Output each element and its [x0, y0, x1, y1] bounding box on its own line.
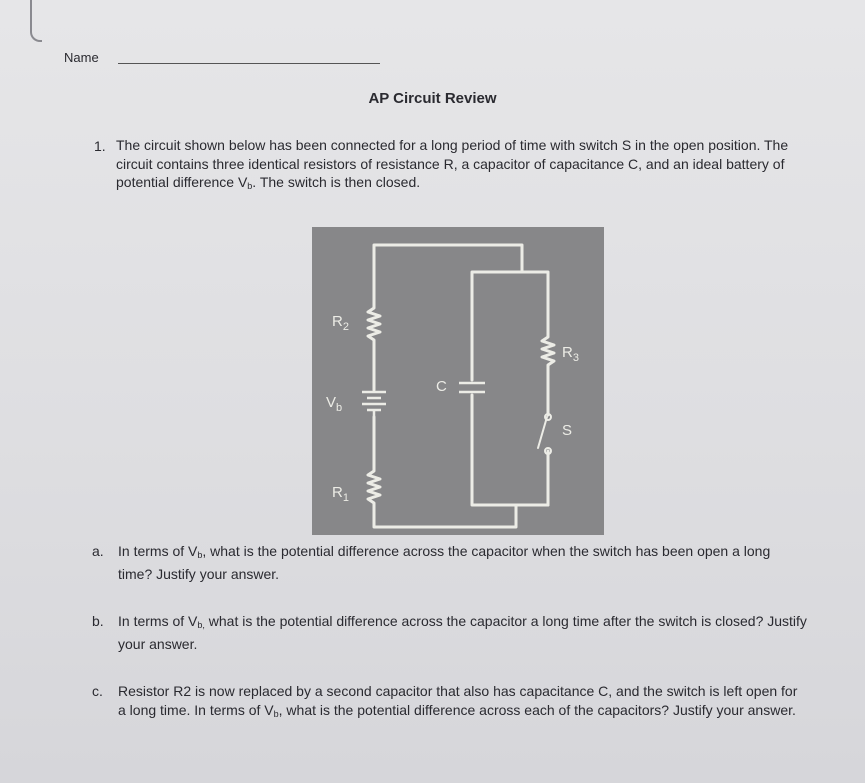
part-c-post: , what is the potential difference across each of the capacitors? Justify your answer. — [278, 702, 796, 718]
part-c-sub: b — [273, 709, 279, 719]
part-a-sub: b — [197, 550, 203, 560]
label-vb: $V_b$ — [326, 394, 343, 414]
name-label: Name — [64, 50, 99, 65]
circuit-background — [312, 227, 604, 535]
part-b — [92, 612, 808, 654]
question-number: 1. — [94, 138, 106, 154]
part-a — [92, 542, 808, 584]
part-a-pre: In terms of V — [118, 543, 198, 559]
question-text-subscript: b — [247, 181, 253, 191]
question-text-part1: The circuit shown below has been connected for a long period of time with switch S in the open position. The circuit contains three identical resistors of resistance R, a capacitor of capacitance C, and an ideal battery of potential difference V — [116, 137, 789, 190]
label-r2: $R_2$ — [332, 313, 349, 333]
label-r1: $R_1$ — [332, 484, 349, 504]
label-c: C — [436, 378, 447, 395]
circuit-diagram — [312, 227, 604, 535]
part-b-pre: In terms of V — [118, 613, 198, 629]
label-s: S — [562, 422, 573, 439]
part-a-letter: a. — [92, 543, 104, 559]
part-b-letter: b. — [92, 613, 104, 629]
part-b-post: what is the potential difference across the capacitor a long time after the switch is closed? Justify your answer. — [118, 613, 807, 652]
part-c-letter: c. — [92, 683, 103, 699]
question-text-part2: . The switch is then closed. — [252, 174, 421, 190]
part-a-post: , what is the potential difference across the capacitor when the switch has been open a long time? Justify your answer. — [118, 543, 771, 582]
question-text — [116, 136, 796, 196]
part-c-pre: Resistor R2 is now replaced by a second capacitor that also has capacitance C, and the switch is left open for a long time. In terms of V — [118, 683, 798, 718]
label-r3: $R_3$ — [562, 344, 579, 364]
part-b-sub: b, — [197, 620, 205, 630]
name-blank-line — [118, 63, 380, 64]
binder-edge — [30, 0, 42, 42]
page-title: AP Circuit Review — [368, 90, 497, 107]
part-c — [92, 682, 808, 724]
